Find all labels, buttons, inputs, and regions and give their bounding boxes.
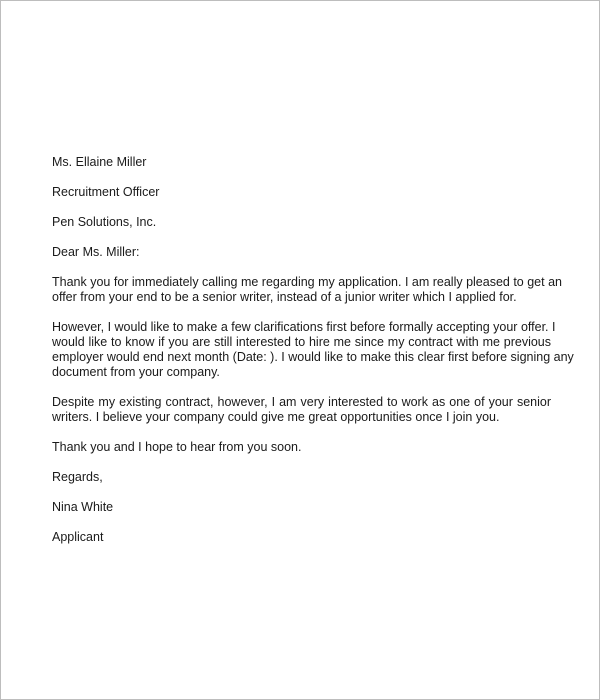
paragraph-3 — [52, 395, 551, 425]
paragraph-1 — [52, 275, 562, 305]
paragraph-2-line-4: document from your company. — [52, 365, 220, 379]
recipient-title: Recruitment Officer — [52, 185, 160, 199]
paragraph-2-line-2: would like to know if you are still interested to hire me since my contract with me previous — [52, 335, 551, 349]
paragraph-1-line-1: Thank you for immediately calling me regarding my application. I am really pleased to get an — [52, 275, 562, 289]
paragraph-2 — [52, 320, 574, 380]
paragraph-2-line-3: employer would end next month (Date: ). I would like to make this clear first before signing any — [52, 350, 574, 364]
paragraph-3-line-2: writers. I believe your company could give me great opportunities once I join you. — [52, 410, 500, 424]
salutation: Dear Ms. Miller: — [52, 245, 140, 259]
sender-title: Applicant — [52, 530, 104, 544]
recipient-name: Ms. Ellaine Miller — [52, 155, 147, 169]
paragraph-3-line-1: Despite my existing contract, however, I am very interested to work as one of your senior — [52, 395, 551, 409]
closing-line: Thank you and I hope to hear from you soon. — [52, 440, 302, 454]
sign-off: Regards, — [52, 470, 103, 484]
recipient-company: Pen Solutions, Inc. — [52, 215, 157, 229]
letter-body — [52, 155, 574, 560]
paragraph-2-line-1: However, I would like to make a few clarifications first before formally accepting your offer. I — [52, 320, 556, 334]
paragraph-1-line-2: offer from your end to be a senior writer, instead of a junior writer which I applied for. — [52, 290, 517, 304]
sender-name: Nina White — [52, 500, 114, 514]
